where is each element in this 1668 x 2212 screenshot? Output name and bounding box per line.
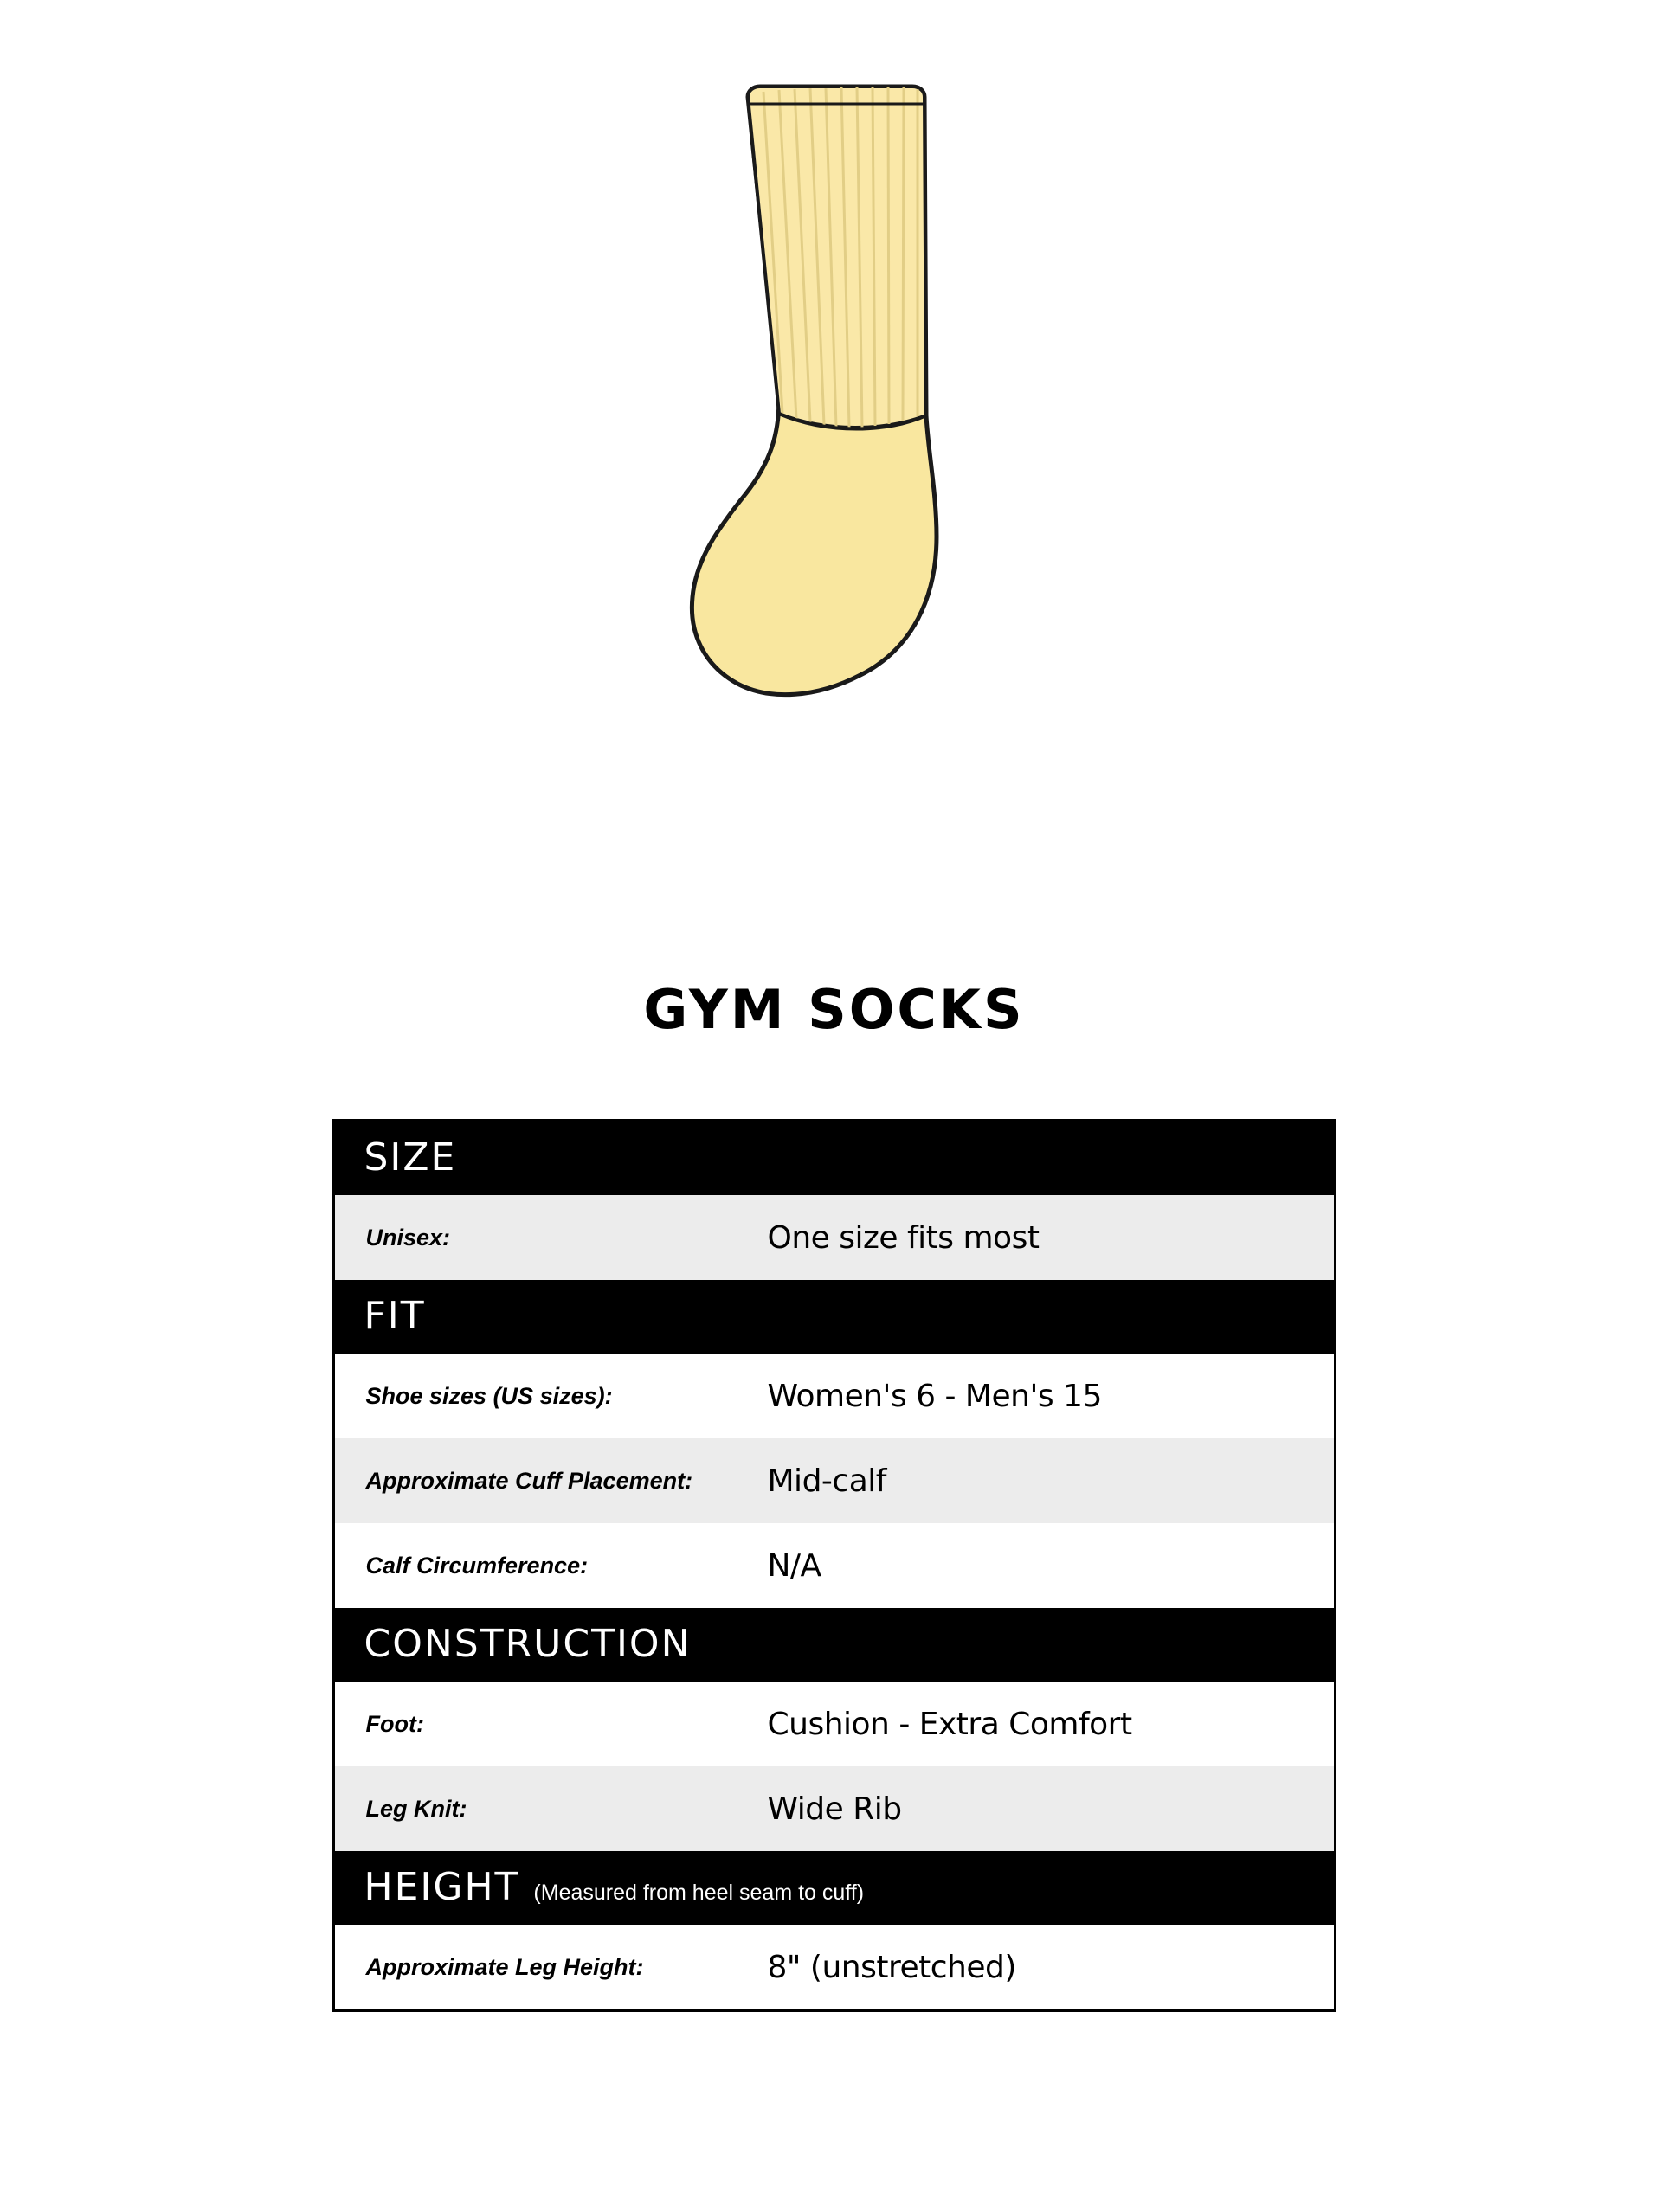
table-row [335,1682,1334,1766]
crew-sock-illustration [609,43,1059,952]
row-value: Wide Rib [767,1791,902,1827]
section-title: HEIGHT [364,1865,520,1909]
row-label: Calf Circumference: [365,1552,589,1579]
section-header-height [335,1851,1334,1925]
row-value: Women's 6 - Men's 15 [767,1378,1102,1414]
row-label: Approximate Leg Height: [365,1953,644,1980]
row-label: Approximate Cuff Placement: [365,1467,693,1494]
spec-table [332,1119,1336,2012]
row-label: Unisex: [365,1224,451,1251]
row-label: Shoe sizes (US sizes): [365,1382,613,1409]
row-value: N/A [767,1547,821,1584]
section-title: FIT [364,1294,426,1338]
table-row [335,1195,1334,1280]
page-title: GYM SOCKS [643,978,1025,1041]
row-value: Cushion - Extra Comfort [767,1706,1132,1742]
row-label: Foot: [365,1710,424,1737]
section-header-fit [335,1280,1334,1354]
table-row [335,1766,1334,1851]
row-value: 8" (unstretched) [767,1949,1016,1985]
section-header-size [335,1122,1334,1195]
table-row [335,1354,1334,1438]
section-header-construction [335,1608,1334,1682]
section-title: CONSTRUCTION [364,1622,692,1666]
row-value: One size fits most [767,1219,1040,1256]
section-title: SIZE [364,1135,457,1180]
table-row [335,1925,1334,2009]
section-note: (Measured from heel seam to cuff) [533,1881,865,1905]
row-value: Mid-calf [767,1463,886,1499]
table-row [335,1438,1334,1523]
product-illustration [0,0,1668,969]
row-label: Leg Knit: [365,1795,467,1822]
table-row [335,1523,1334,1608]
